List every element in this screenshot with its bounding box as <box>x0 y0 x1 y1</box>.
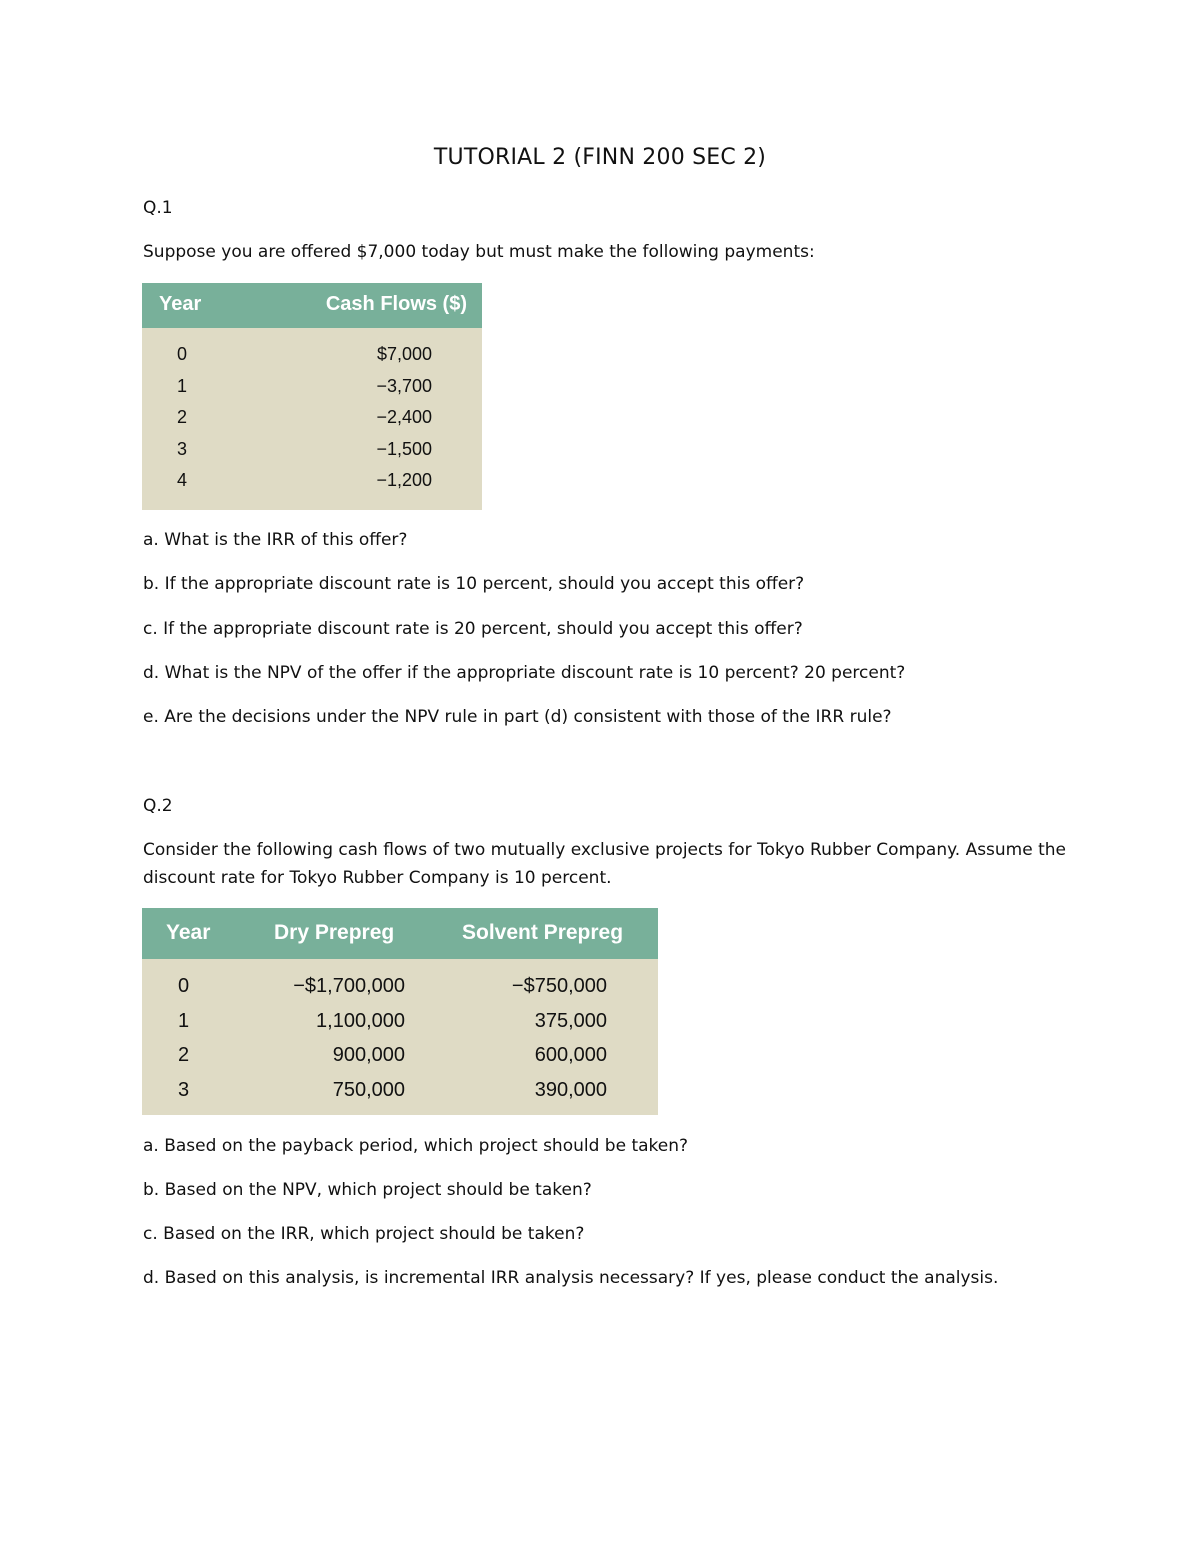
year-cell: 1 <box>178 1009 190 1032</box>
solvent-prepreg-cell: −$750,000 <box>511 975 607 997</box>
question-2d: d. Based on this analysis, is incremental IRR analysis necessary? If yes, please conduct the analysis. <box>143 1268 999 1288</box>
year-cell: 3 <box>177 438 188 459</box>
question-1-label: Q.1 <box>143 198 173 218</box>
header-dry-prepreg: Dry Prepreg <box>274 921 395 944</box>
table-row <box>142 403 482 435</box>
question-2-intro: Consider the following cash flows of two mutually exclusive projects for Tokyo Rubber Company. Assume the discount rate for Tokyo Rubber Company is 10 percent. <box>143 840 1067 888</box>
table-row <box>142 972 658 1007</box>
year-cell: 3 <box>178 1078 190 1101</box>
question-2b: b. Based on the NPV, which project should be taken? <box>143 1180 592 1200</box>
year-cell: 0 <box>177 344 188 364</box>
solvent-prepreg-cell: 390,000 <box>534 1078 607 1101</box>
question-1c: c. If the appropriate discount rate is 20 percent, should you accept this offer? <box>143 619 803 639</box>
question-1a: a. What is the IRR of this offer? <box>143 530 408 550</box>
question-1-intro: Suppose you are offered $7,000 today but must make the following payments: <box>143 242 815 262</box>
cash-flow-cell: −2,400 <box>376 407 432 427</box>
table-row <box>142 1007 658 1042</box>
dry-prepreg-cell: 900,000 <box>332 1044 405 1066</box>
cash-flow-cell: −3,700 <box>376 375 432 396</box>
solvent-prepreg-cell: 375,000 <box>534 1009 607 1032</box>
table-header <box>142 908 658 959</box>
question-1e: e. Are the decisions under the NPV rule in part (d) consistent with those of the IRR rule? <box>143 707 892 727</box>
table-row <box>142 435 482 467</box>
cash-flow-cell: −1,500 <box>376 438 432 459</box>
table-header <box>142 283 482 328</box>
question-1b: b. If the appropriate discount rate is 10 percent, should you accept this offer? <box>143 574 805 594</box>
dry-prepreg-cell: 750,000 <box>332 1078 405 1101</box>
year-cell: 2 <box>177 407 188 427</box>
table-row <box>142 372 482 404</box>
document-title: TUTORIAL 2 (FINN 200 SEC 2) <box>433 145 767 170</box>
cash-flow-cell: −1,200 <box>376 470 432 490</box>
dry-prepreg-cell: 1,100,000 <box>316 1009 405 1032</box>
cash-flow-table <box>142 283 482 510</box>
question-1d: d. What is the NPV of the offer if the appropriate discount rate is 10 percent? 20 percent? <box>143 663 906 683</box>
table-row <box>142 1041 658 1076</box>
cash-flow-cell: $7,000 <box>376 344 432 364</box>
table-row <box>142 340 482 372</box>
question-2c: c. Based on the IRR, which project should be taken? <box>143 1224 585 1244</box>
header-solvent-prepreg: Solvent Prepreg <box>462 921 624 944</box>
question-2a: a. Based on the payback period, which project should be taken? <box>143 1136 689 1156</box>
year-cell: 2 <box>178 1044 190 1066</box>
year-cell: 0 <box>178 975 190 997</box>
solvent-prepreg-cell: 600,000 <box>534 1044 607 1066</box>
header-year: Year <box>159 293 202 315</box>
projects-cash-flow-table <box>142 908 658 1115</box>
header-cash-flows: Cash Flows ($) <box>325 293 467 315</box>
table-row <box>142 1076 658 1111</box>
year-cell: 4 <box>177 470 188 490</box>
dry-prepreg-cell: −$1,700,000 <box>293 975 405 997</box>
question-2-label: Q.2 <box>143 796 173 816</box>
table-row <box>142 466 482 498</box>
year-cell: 1 <box>177 375 188 396</box>
header-year: Year <box>166 921 211 944</box>
